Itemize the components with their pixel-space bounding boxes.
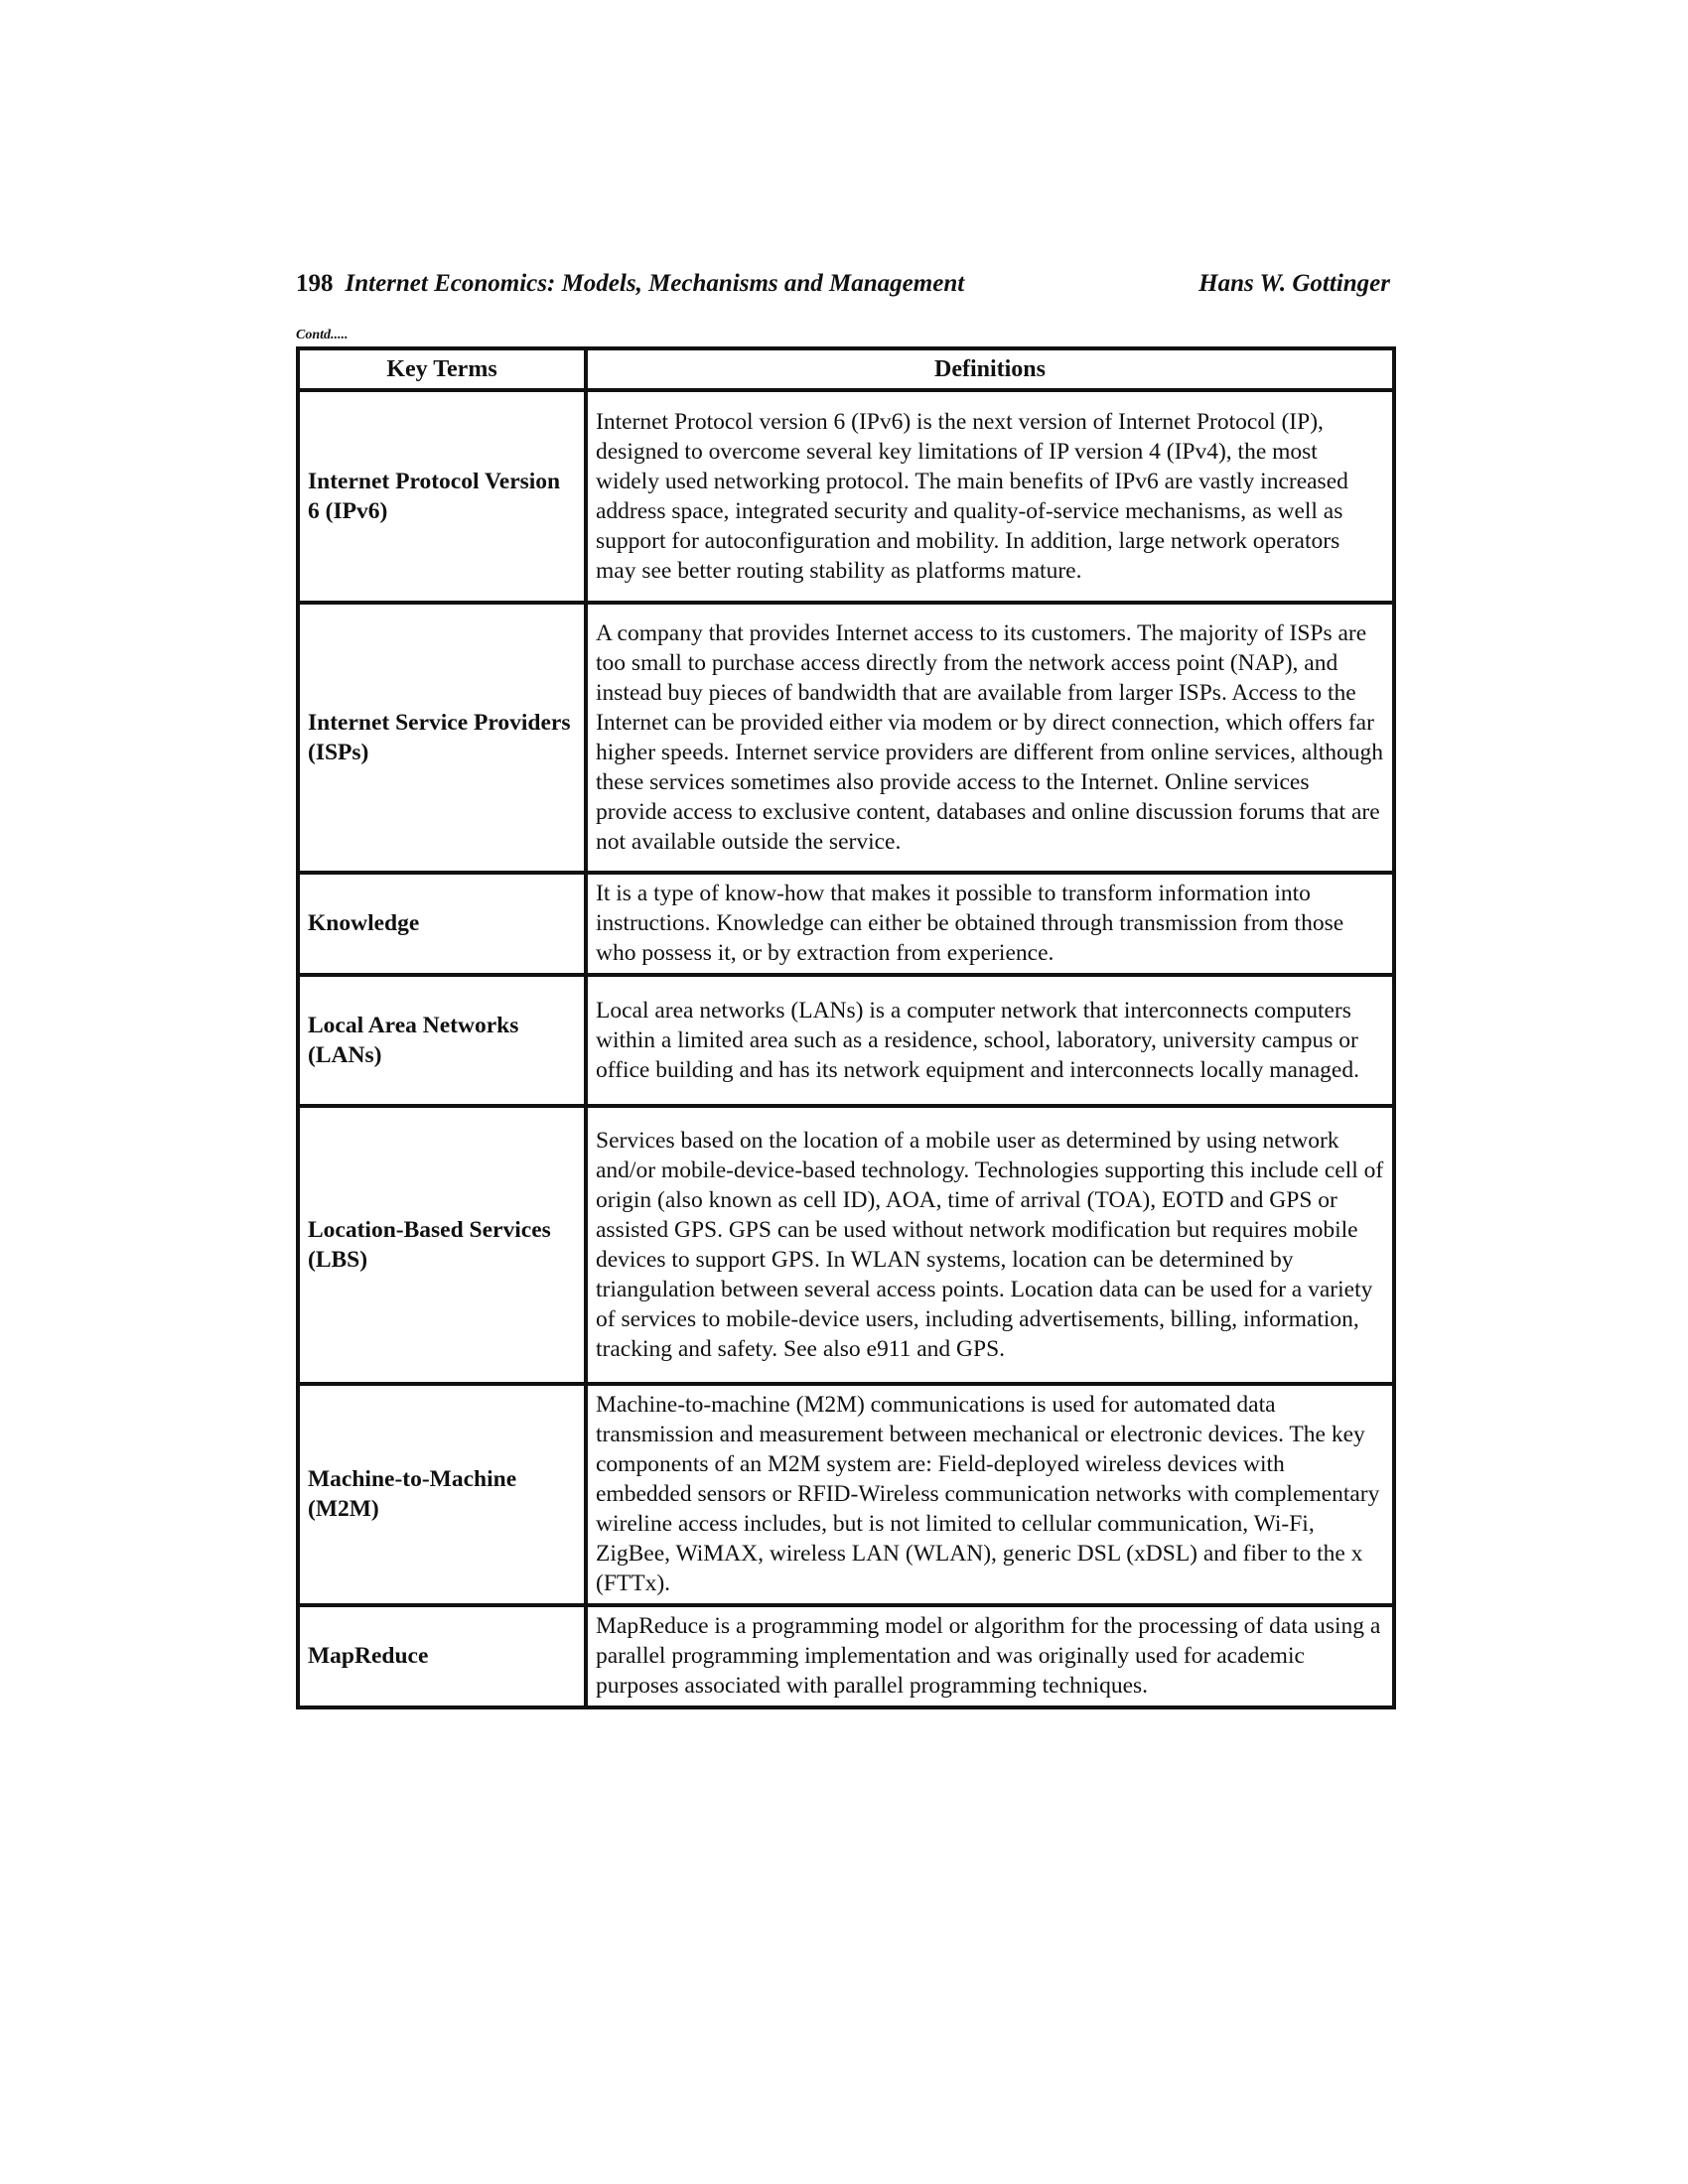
definition-cell: Internet Protocol version 6 (IPv6) is the next version of Internet Protocol (IP), designed to overcome several key limitations of IP version 4 (IPv4), the most widely used networking protocol. The main benefits of IPv6 are vastly increased address space, integrated security and quality-of-service mechanisms, as well as support for autoconfiguration and mobility. In addition, large network operators may see better routing stability as platforms mature. xyxy=(586,390,1394,603)
book-title: Internet Economics: Models, Mechanisms and Management xyxy=(345,270,965,297)
column-header-definitions: Definitions xyxy=(586,348,1394,390)
header-left xyxy=(296,270,964,298)
definition-cell: A company that provides Internet access to its customers. The majority of ISPs are too small to purchase access directly from the network access point (NAP), and instead buy pieces of bandwidth that are available from larger ISPs. Access to the Internet can be provided either via modem or by direct connection, which offers far higher speeds. Internet service providers are different from online services, although these services sometimes also provide access to the Internet. Online services provide access to exclusive content, databases and online discussion forums that are not available outside the service. xyxy=(586,603,1394,873)
definition-cell: Local area networks (LANs) is a computer network that interconnects computers within a limited area such as a residence, school, laboratory, university campus or office building and has its network equipment and interconnects locally managed. xyxy=(586,975,1394,1106)
table-row xyxy=(298,1106,1394,1384)
table-row xyxy=(298,603,1394,873)
table-row xyxy=(298,975,1394,1106)
column-header-key-terms: Key Terms xyxy=(298,348,586,390)
definition-cell: Machine-to-machine (M2M) communications is used for automated data transmission and measurement between mechanical or electronic devices. The key components of an M2M system are: Field-deployed wireless devices with embedded sensors or RFID-Wireless communication networks with complementary wireline access includes, but is not limited to cellular communication, Wi-Fi, ZigBee, WiMAX, wireless LAN (WLAN), generic DSL (xDSL) and fiber to the x (FTTx). xyxy=(586,1384,1394,1605)
author-name: Hans W. Gottinger xyxy=(1198,270,1390,297)
term-cell: Machine-to-Machine (M2M) xyxy=(298,1384,586,1605)
term-cell: Internet Protocol Version 6 (IPv6) xyxy=(298,390,586,603)
table-row xyxy=(298,1384,1394,1605)
page-number: 198 xyxy=(296,270,334,297)
term-cell: MapReduce xyxy=(298,1605,586,1707)
continued-label: Contd..... xyxy=(296,328,349,342)
definition-cell: It is a type of know-how that makes it possible to transform information into instructions. Knowledge can either be obtained through transmission from those who possess it, or by extraction from experience. xyxy=(586,873,1394,975)
definition-cell: MapReduce is a programming model or algorithm for the processing of data using a parallel programming implementation and was originally used for academic purposes associated with parallel programming techniques. xyxy=(586,1605,1394,1707)
definition-cell: Services based on the location of a mobile user as determined by using network and/or mobile-device-based technology. Technologies supporting this include cell of origin (also known as cell ID), AOA, time of arrival (TOA), EOTD and GPS or assisted GPS. GPS can be used without network modification but requires mobile devices to support GPS. In WLAN systems, location can be determined by triangulation between several access points. Location data can be used for a variety of services to mobile-device users, including advertisements, billing, information, tracking and safety. See also e911 and GPS. xyxy=(586,1106,1394,1384)
term-cell: Location-Based Services (LBS) xyxy=(298,1106,586,1384)
running-header xyxy=(296,270,1390,310)
term-cell: Internet Service Providers (ISPs) xyxy=(298,603,586,873)
table-row xyxy=(298,390,1394,603)
table-header-row xyxy=(298,348,1394,390)
glossary-table xyxy=(296,346,1396,1709)
table-row xyxy=(298,1605,1394,1707)
term-cell: Knowledge xyxy=(298,873,586,975)
table-row xyxy=(298,873,1394,975)
term-cell: Local Area Networks (LANs) xyxy=(298,975,586,1106)
